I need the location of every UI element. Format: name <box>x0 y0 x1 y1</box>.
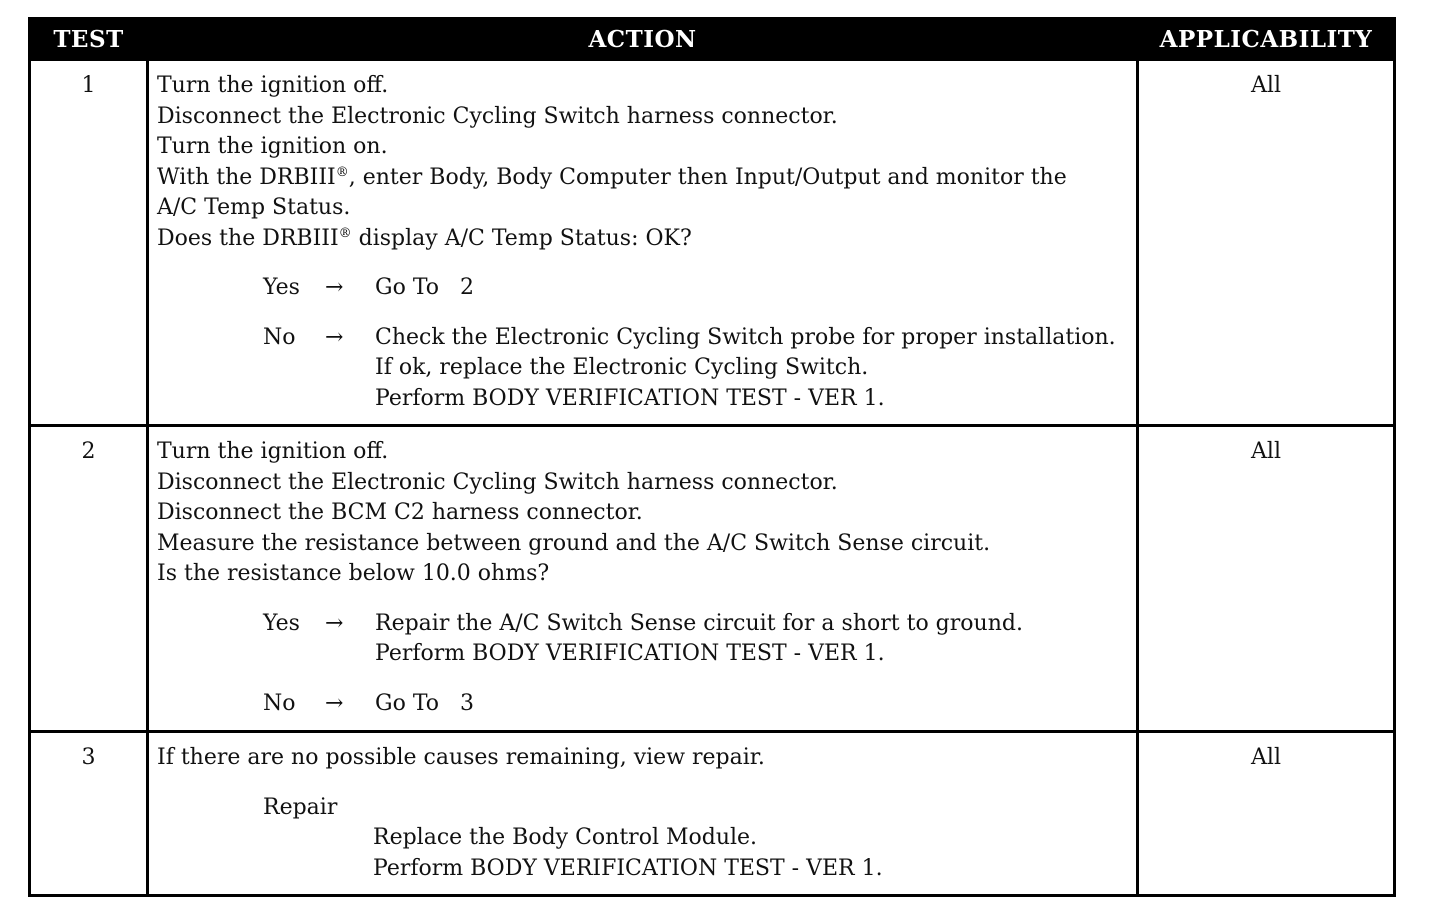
branch-text: Repair the A/C Switch Sense circuit for a short to ground. <box>375 610 1023 636</box>
right-arrow-icon: → <box>325 324 344 350</box>
answer-yes: Yes <box>263 275 300 300</box>
step-text: A/C Temp Status. <box>157 195 351 220</box>
branch-text: Go To 3 <box>375 690 474 716</box>
table-header-row <box>30 19 1395 60</box>
answer-yes: Yes <box>263 610 300 636</box>
answer-no: No <box>263 690 296 716</box>
no-branch <box>263 689 1130 720</box>
answer-no: No <box>263 324 296 350</box>
step-text: Turn the ignition on. <box>157 134 388 159</box>
test-number: 2 <box>30 426 148 732</box>
branch-text: Perform BODY VERIFICATION TEST - VER 1. <box>375 385 885 411</box>
right-arrow-icon: → <box>325 610 344 636</box>
branch-text: Go To 2 <box>375 275 474 300</box>
step-text: Is the resistance below 10.0 ohms? <box>157 561 550 586</box>
header-test: TEST <box>30 19 148 60</box>
yes-branch <box>263 609 1130 670</box>
table-row <box>30 60 1395 426</box>
test-number: 3 <box>30 732 148 896</box>
applicability-value: All <box>1138 426 1395 732</box>
repair-instructions <box>373 823 1130 884</box>
right-arrow-icon: → <box>325 690 344 716</box>
action-cell <box>148 60 1138 426</box>
test-number: 1 <box>30 60 148 426</box>
diagnostic-table <box>28 17 1396 897</box>
diagnostic-page <box>28 17 1393 893</box>
step-text: With the DRBIII®, enter Body, Body Computer then Input/Output and monitor the <box>157 164 1067 190</box>
action-cell <box>148 732 1138 896</box>
applicability-value: All <box>1138 732 1395 896</box>
step-text: Disconnect the Electronic Cycling Switch harness connector. <box>157 469 838 495</box>
branch-text: If ok, replace the Electronic Cycling Switch. <box>375 355 869 380</box>
branch-text: Check the Electronic Cycling Switch probe for proper installation. <box>375 324 1116 350</box>
no-branch <box>263 323 1130 415</box>
repair-text: Perform BODY VERIFICATION TEST - VER 1. <box>373 855 883 881</box>
header-action: ACTION <box>148 19 1138 60</box>
registered-mark-icon: ® <box>338 225 352 241</box>
step-text: If there are no possible causes remaining, view repair. <box>157 745 765 770</box>
step-text: Turn the ignition off. <box>157 439 389 464</box>
step-text: Disconnect the BCM C2 harness connector. <box>157 500 643 525</box>
step-text: Does the DRBIII® display A/C Temp Status: OK? <box>157 225 692 251</box>
right-arrow-icon: → <box>325 275 344 300</box>
header-applicability: APPLICABILITY <box>1138 19 1395 60</box>
table-row <box>30 732 1395 896</box>
step-text: Disconnect the Electronic Cycling Switch harness connector. <box>157 103 838 129</box>
yes-branch <box>263 273 1130 304</box>
action-cell <box>148 426 1138 732</box>
step-text: Measure the resistance between ground and the A/C Switch Sense circuit. <box>157 530 991 556</box>
registered-mark-icon: ® <box>335 164 349 180</box>
repair-text: Replace the Body Control Module. <box>373 825 758 850</box>
branch-text: Perform BODY VERIFICATION TEST - VER 1. <box>375 641 885 666</box>
table-row <box>30 426 1395 732</box>
applicability-value: All <box>1138 60 1395 426</box>
repair-label: Repair <box>263 794 338 820</box>
step-text: Turn the ignition off. <box>157 73 389 98</box>
